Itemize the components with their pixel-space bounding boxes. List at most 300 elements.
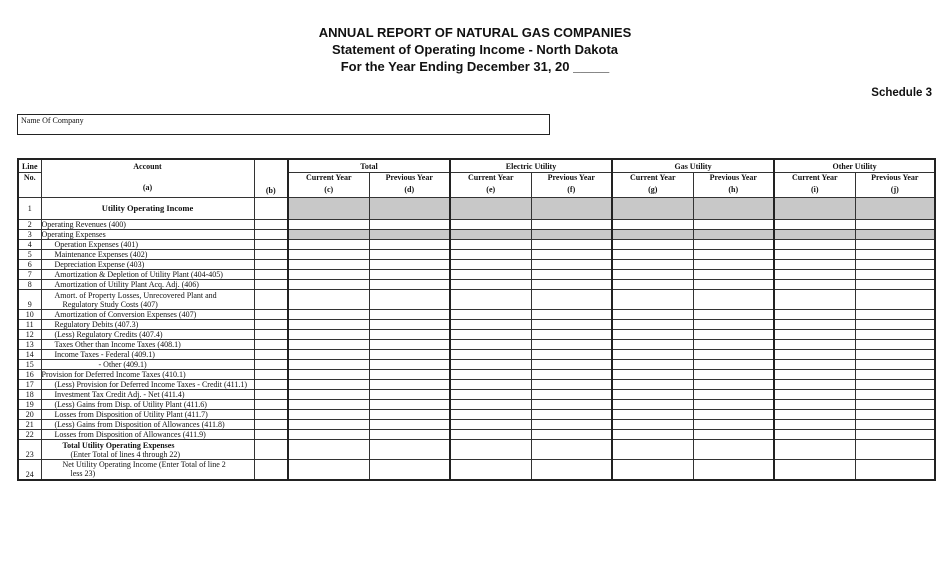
amount-cell[interactable] <box>774 230 855 240</box>
amount-cell[interactable] <box>774 420 855 430</box>
amount-cell[interactable] <box>531 220 612 230</box>
amount-cell[interactable] <box>774 198 855 220</box>
amount-cell[interactable] <box>254 360 288 370</box>
account-name <box>41 380 254 390</box>
amount-cell[interactable] <box>855 460 935 480</box>
line-number: 6 <box>18 260 41 270</box>
account-label: (Less) Gains from Disposition of Allowances (411.8) <box>54 420 225 429</box>
amount-cell[interactable] <box>774 240 855 250</box>
amount-cell[interactable] <box>369 260 450 270</box>
account-label: Amortization of Conversion Expenses (407) <box>54 310 197 319</box>
account-name <box>41 230 254 240</box>
amount-cell[interactable] <box>693 220 774 230</box>
amount-cell[interactable] <box>612 410 693 420</box>
line-number: 11 <box>18 320 41 330</box>
amount-cell[interactable] <box>254 410 288 420</box>
amount-cell[interactable] <box>531 350 612 360</box>
amount-cell[interactable] <box>369 340 450 350</box>
amount-cell[interactable] <box>693 440 774 460</box>
amount-cell[interactable] <box>774 330 855 340</box>
amount-cell[interactable] <box>774 250 855 260</box>
amount-cell[interactable] <box>288 340 369 350</box>
amount-cell[interactable] <box>774 350 855 360</box>
amount-cell[interactable] <box>450 310 531 320</box>
amount-cell[interactable] <box>531 400 612 410</box>
account-name <box>41 330 254 340</box>
amount-cell[interactable] <box>254 420 288 430</box>
amount-cell[interactable] <box>855 380 935 390</box>
amount-cell[interactable] <box>450 320 531 330</box>
amount-cell[interactable] <box>450 380 531 390</box>
amount-cell[interactable] <box>254 270 288 280</box>
amount-cell[interactable] <box>531 330 612 340</box>
amount-cell[interactable] <box>855 330 935 340</box>
amount-cell[interactable] <box>774 370 855 380</box>
line-number: 19 <box>18 400 41 410</box>
amount-cell[interactable] <box>254 310 288 320</box>
amount-cell[interactable] <box>693 330 774 340</box>
amount-cell[interactable] <box>288 240 369 250</box>
account-label: Investment Tax Credit Adj. - Net (411.4) <box>54 390 185 399</box>
amount-cell[interactable] <box>531 198 612 220</box>
amount-cell[interactable] <box>369 390 450 400</box>
amount-cell[interactable] <box>531 360 612 370</box>
amount-cell[interactable] <box>774 280 855 290</box>
amount-cell[interactable] <box>612 240 693 250</box>
amount-cell[interactable] <box>531 430 612 440</box>
amount-cell[interactable] <box>531 410 612 420</box>
line-number: 15 <box>18 360 41 370</box>
amount-cell[interactable] <box>612 270 693 280</box>
amount-cell[interactable] <box>531 270 612 280</box>
amount-cell[interactable] <box>612 250 693 260</box>
table-row <box>18 340 935 350</box>
amount-cell[interactable] <box>693 380 774 390</box>
amount-cell[interactable] <box>855 310 935 320</box>
amount-cell[interactable] <box>369 400 450 410</box>
amount-cell[interactable] <box>612 230 693 240</box>
amount-cell[interactable] <box>855 250 935 260</box>
account-label: Provision for Deferred Income Taxes (410.1) <box>41 370 186 379</box>
amount-cell[interactable] <box>612 360 693 370</box>
amount-cell[interactable] <box>450 350 531 360</box>
amount-cell[interactable] <box>450 330 531 340</box>
amount-cell[interactable] <box>288 440 369 460</box>
amount-cell[interactable] <box>693 270 774 280</box>
operating-income-table <box>17 158 936 481</box>
line-number: 3 <box>18 230 41 240</box>
amount-cell[interactable] <box>612 320 693 330</box>
electric-group-header: Electric Utility <box>450 159 612 173</box>
amount-cell[interactable] <box>612 400 693 410</box>
account-name <box>41 340 254 350</box>
amount-cell[interactable] <box>254 430 288 440</box>
amount-cell[interactable] <box>369 310 450 320</box>
line-number: 17 <box>18 380 41 390</box>
amount-cell[interactable] <box>531 260 612 270</box>
column-letter: (h) <box>728 185 739 194</box>
amount-cell[interactable] <box>693 290 774 310</box>
amount-cell[interactable] <box>254 350 288 360</box>
amount-cell[interactable] <box>531 290 612 310</box>
amount-cell[interactable] <box>531 440 612 460</box>
account-label-continued: (Enter Total of lines 4 through 22) <box>70 449 180 459</box>
account-label: Amortization & Depletion of Utility Plant (404-405) <box>54 270 223 279</box>
amount-cell[interactable] <box>531 250 612 260</box>
amount-cell[interactable] <box>369 280 450 290</box>
gas-previous-header <box>693 173 774 198</box>
account-label: Losses from Disposition of Allowances (411.9) <box>54 430 206 439</box>
account-label-continued: Regulatory Study Costs (407) <box>62 299 158 309</box>
amount-cell[interactable] <box>612 420 693 430</box>
amount-cell[interactable] <box>450 420 531 430</box>
account-label: Taxes Other than Income Taxes (408.1) <box>54 340 181 349</box>
other-group-header: Other Utility <box>774 159 935 173</box>
amount-cell[interactable] <box>288 290 369 310</box>
amount-cell[interactable] <box>288 270 369 280</box>
amount-cell[interactable] <box>254 370 288 380</box>
line-number: 7 <box>18 270 41 280</box>
amount-cell[interactable] <box>369 410 450 420</box>
column-letter: (j) <box>890 185 899 194</box>
amount-cell[interactable] <box>254 330 288 340</box>
table-row <box>18 420 935 430</box>
amount-cell[interactable] <box>288 380 369 390</box>
amount-cell[interactable] <box>693 320 774 330</box>
amount-cell[interactable] <box>855 440 935 460</box>
title-line-1: ANNUAL REPORT OF NATURAL GAS COMPANIES <box>318 25 632 40</box>
account-name <box>41 240 254 250</box>
amount-cell[interactable] <box>855 420 935 430</box>
amount-cell[interactable] <box>612 440 693 460</box>
amount-cell[interactable] <box>855 270 935 280</box>
amount-cell[interactable] <box>693 198 774 220</box>
account-label: Amortization of Utility Plant Acq. Adj. (406) <box>54 280 199 289</box>
amount-cell[interactable] <box>288 260 369 270</box>
amount-cell[interactable] <box>288 360 369 370</box>
amount-cell[interactable] <box>369 250 450 260</box>
amount-cell[interactable] <box>369 330 450 340</box>
account-label: (Less) Regulatory Credits (407.4) <box>54 330 163 339</box>
amount-cell[interactable] <box>254 220 288 230</box>
amount-cell[interactable] <box>774 380 855 390</box>
amount-cell[interactable] <box>612 330 693 340</box>
amount-cell[interactable] <box>288 280 369 290</box>
amount-cell[interactable] <box>693 360 774 370</box>
account-label: Total Utility Operating Expenses <box>62 440 175 450</box>
amount-cell[interactable] <box>369 198 450 220</box>
amount-cell[interactable] <box>693 390 774 400</box>
amount-cell[interactable] <box>693 250 774 260</box>
amount-cell[interactable] <box>612 198 693 220</box>
amount-cell[interactable] <box>855 410 935 420</box>
account-label: Maintenance Expenses (402) <box>54 250 148 259</box>
amount-cell[interactable] <box>254 290 288 310</box>
account-label: Utility Operating Income <box>101 203 194 213</box>
account-label: (Less) Gains from Disp. of Utility Plant (411.6) <box>54 400 207 409</box>
amount-cell[interactable] <box>450 270 531 280</box>
amount-cell[interactable] <box>774 260 855 270</box>
amount-cell[interactable] <box>693 230 774 240</box>
table-row <box>18 260 935 270</box>
amount-cell[interactable] <box>612 290 693 310</box>
amount-cell[interactable] <box>855 390 935 400</box>
amount-cell[interactable] <box>774 400 855 410</box>
amount-cell[interactable] <box>288 370 369 380</box>
amount-cell[interactable] <box>693 410 774 420</box>
amount-cell[interactable] <box>612 220 693 230</box>
amount-cell[interactable] <box>774 340 855 350</box>
amount-cell[interactable] <box>254 250 288 260</box>
amount-cell[interactable] <box>254 240 288 250</box>
amount-cell[interactable] <box>450 340 531 350</box>
amount-cell[interactable] <box>369 290 450 310</box>
amount-cell[interactable] <box>254 460 288 480</box>
amount-cell[interactable] <box>531 240 612 250</box>
company-name-label: Name Of Company <box>21 116 84 125</box>
amount-cell[interactable] <box>369 320 450 330</box>
amount-cell[interactable] <box>855 350 935 360</box>
amount-cell[interactable] <box>254 340 288 350</box>
amount-cell[interactable] <box>612 460 693 480</box>
amount-cell[interactable] <box>288 310 369 320</box>
amount-cell[interactable] <box>531 460 612 480</box>
line-number: 14 <box>18 350 41 360</box>
amount-cell[interactable] <box>531 340 612 350</box>
account-name <box>41 400 254 410</box>
amount-cell[interactable] <box>774 430 855 440</box>
amount-cell[interactable] <box>288 220 369 230</box>
amount-cell[interactable] <box>612 310 693 320</box>
amount-cell[interactable] <box>369 350 450 360</box>
amount-cell[interactable] <box>531 380 612 390</box>
table-row <box>18 240 935 250</box>
amount-cell[interactable] <box>254 198 288 220</box>
amount-cell[interactable] <box>774 310 855 320</box>
table-row <box>18 360 935 370</box>
account-name <box>41 220 254 230</box>
line-number: 21 <box>18 420 41 430</box>
amount-cell[interactable] <box>531 310 612 320</box>
amount-cell[interactable] <box>450 280 531 290</box>
account-name <box>41 260 254 270</box>
amount-cell[interactable] <box>774 410 855 420</box>
account-name <box>41 410 254 420</box>
table-row <box>18 430 935 440</box>
amount-cell[interactable] <box>693 260 774 270</box>
amount-cell[interactable] <box>612 370 693 380</box>
line-number: 24 <box>18 460 41 480</box>
amount-cell[interactable] <box>254 390 288 400</box>
amount-cell[interactable] <box>693 370 774 380</box>
account-label: Operating Revenues (400) <box>41 220 126 229</box>
table-row <box>18 220 935 230</box>
amount-cell[interactable] <box>774 220 855 230</box>
table-row <box>18 440 935 460</box>
amount-cell[interactable] <box>855 320 935 330</box>
amount-cell[interactable] <box>855 198 935 220</box>
amount-cell[interactable] <box>531 420 612 430</box>
electric-current-header <box>450 173 531 198</box>
amount-cell[interactable] <box>693 400 774 410</box>
amount-cell[interactable] <box>254 440 288 460</box>
amount-cell[interactable] <box>450 220 531 230</box>
amount-cell[interactable] <box>369 430 450 440</box>
account-header-letter: (a) <box>142 183 153 192</box>
amount-cell[interactable] <box>288 420 369 430</box>
account-name <box>41 420 254 430</box>
amount-cell[interactable] <box>774 390 855 400</box>
amount-cell[interactable] <box>531 390 612 400</box>
amount-cell[interactable] <box>450 250 531 260</box>
amount-cell[interactable] <box>369 460 450 480</box>
amount-cell[interactable] <box>774 440 855 460</box>
amount-cell[interactable] <box>612 380 693 390</box>
amount-cell[interactable] <box>450 460 531 480</box>
amount-cell[interactable] <box>855 220 935 230</box>
amount-cell[interactable] <box>254 260 288 270</box>
amount-cell[interactable] <box>531 280 612 290</box>
column-title: Current Year <box>792 173 838 182</box>
amount-cell[interactable] <box>612 280 693 290</box>
amount-cell[interactable] <box>288 330 369 340</box>
table-body <box>18 198 935 480</box>
amount-cell[interactable] <box>369 420 450 430</box>
amount-cell[interactable] <box>288 198 369 220</box>
table-row <box>18 270 935 280</box>
amount-cell[interactable] <box>288 410 369 420</box>
total-group-header: Total <box>288 159 450 173</box>
amount-cell[interactable] <box>450 198 531 220</box>
amount-cell[interactable] <box>612 390 693 400</box>
amount-cell[interactable] <box>450 290 531 310</box>
amount-cell[interactable] <box>369 370 450 380</box>
line-number: 20 <box>18 410 41 420</box>
amount-cell[interactable] <box>855 430 935 440</box>
amount-cell[interactable] <box>288 350 369 360</box>
account-name <box>41 250 254 260</box>
amount-cell[interactable] <box>254 400 288 410</box>
amount-cell[interactable] <box>369 220 450 230</box>
amount-cell[interactable] <box>450 240 531 250</box>
amount-cell[interactable] <box>531 230 612 240</box>
amount-cell[interactable] <box>693 340 774 350</box>
company-name-field[interactable] <box>17 114 550 135</box>
amount-cell[interactable] <box>288 460 369 480</box>
amount-cell[interactable] <box>693 420 774 430</box>
account-name <box>41 370 254 380</box>
amount-cell[interactable] <box>855 260 935 270</box>
line-number: 1 <box>18 198 41 220</box>
amount-cell[interactable] <box>254 380 288 390</box>
account-name <box>41 430 254 440</box>
column-letter: (i) <box>811 185 819 194</box>
amount-cell[interactable] <box>612 340 693 350</box>
column-title: Previous Year <box>385 173 433 182</box>
amount-cell[interactable] <box>774 360 855 370</box>
line-header: Line <box>18 159 41 173</box>
amount-cell[interactable] <box>450 260 531 270</box>
amount-cell[interactable] <box>450 370 531 380</box>
amount-cell[interactable] <box>288 320 369 330</box>
amount-cell[interactable] <box>450 230 531 240</box>
column-letter: (d) <box>404 185 415 194</box>
line-number: 23 <box>18 440 41 460</box>
amount-cell[interactable] <box>855 400 935 410</box>
amount-cell[interactable] <box>288 430 369 440</box>
amount-cell[interactable] <box>369 380 450 390</box>
amount-cell[interactable] <box>855 290 935 310</box>
table-row <box>18 350 935 360</box>
amount-cell[interactable] <box>254 230 288 240</box>
gas-group-header: Gas Utility <box>612 159 774 173</box>
amount-cell[interactable] <box>254 280 288 290</box>
table-row <box>18 400 935 410</box>
line-number: 2 <box>18 220 41 230</box>
amount-cell[interactable] <box>693 310 774 320</box>
column-title: Previous Year <box>547 173 595 182</box>
amount-cell[interactable] <box>612 430 693 440</box>
amount-cell[interactable] <box>774 320 855 330</box>
amount-cell[interactable] <box>774 290 855 310</box>
amount-cell[interactable] <box>369 240 450 250</box>
amount-cell[interactable] <box>855 370 935 380</box>
table-row <box>18 370 935 380</box>
amount-cell[interactable] <box>450 430 531 440</box>
amount-cell[interactable] <box>450 410 531 420</box>
amount-cell[interactable] <box>450 440 531 460</box>
account-label: Regulatory Debits (407.3) <box>54 320 139 329</box>
amount-cell[interactable] <box>693 460 774 480</box>
amount-cell[interactable] <box>254 320 288 330</box>
account-header-label: Account <box>133 162 162 171</box>
amount-cell[interactable] <box>693 280 774 290</box>
line-number: 9 <box>18 290 41 310</box>
amount-cell[interactable] <box>369 440 450 460</box>
table-row <box>18 230 935 240</box>
table-row <box>18 290 935 310</box>
amount-cell[interactable] <box>774 270 855 280</box>
column-title: Current Year <box>467 173 514 182</box>
amount-cell[interactable] <box>531 370 612 380</box>
amount-cell[interactable] <box>288 230 369 240</box>
amount-cell[interactable] <box>612 260 693 270</box>
amount-cell[interactable] <box>450 390 531 400</box>
amount-cell[interactable] <box>855 360 935 370</box>
amount-cell[interactable] <box>450 400 531 410</box>
amount-cell[interactable] <box>369 360 450 370</box>
amount-cell[interactable] <box>693 430 774 440</box>
amount-cell[interactable] <box>288 390 369 400</box>
amount-cell[interactable] <box>288 400 369 410</box>
amount-cell[interactable] <box>612 350 693 360</box>
amount-cell[interactable] <box>693 350 774 360</box>
amount-cell[interactable] <box>855 340 935 350</box>
account-label: Operation Expenses (401) <box>54 240 139 249</box>
amount-cell[interactable] <box>855 240 935 250</box>
amount-cell[interactable] <box>693 240 774 250</box>
gas-current-header <box>612 173 693 198</box>
amount-cell[interactable] <box>369 270 450 280</box>
amount-cell[interactable] <box>450 360 531 370</box>
amount-cell[interactable] <box>288 250 369 260</box>
amount-cell[interactable] <box>855 230 935 240</box>
line-number: 8 <box>18 280 41 290</box>
amount-cell[interactable] <box>855 280 935 290</box>
amount-cell[interactable] <box>774 460 855 480</box>
amount-cell[interactable] <box>369 230 450 240</box>
amount-cell[interactable] <box>531 320 612 330</box>
